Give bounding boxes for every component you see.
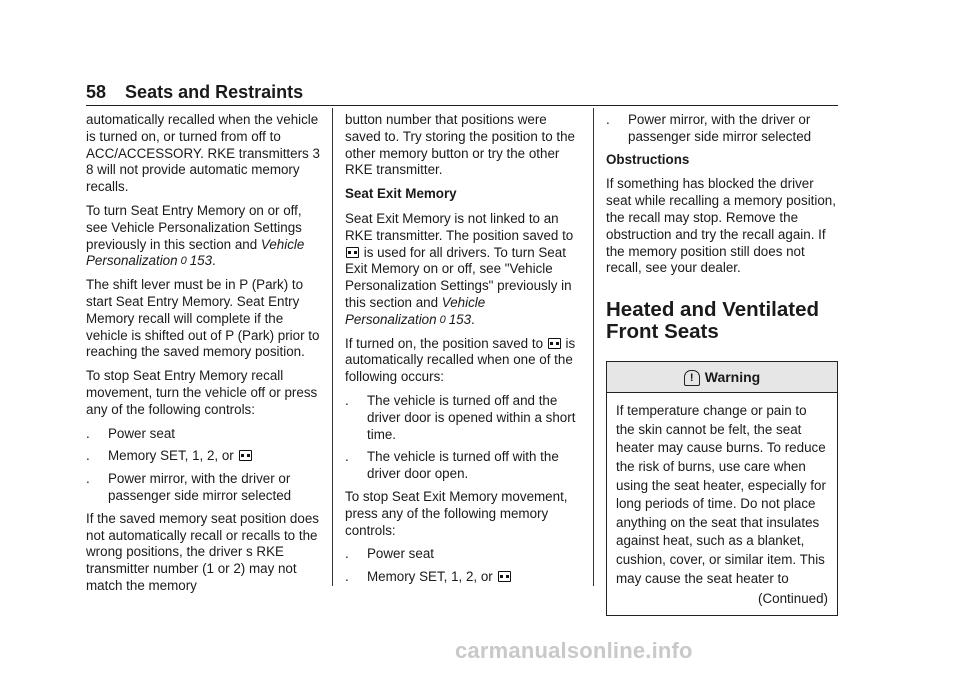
paragraph: automatically recalled when the vehicle is turned on, or turned from off to ACC/ACCESSORY. RKE transmitters 3 8 will not provide automatic memory recalls. xyxy=(86,112,320,195)
warning-body xyxy=(607,393,837,615)
list-item-text: The vehicle is turned off and the driver door is opened within a short time. xyxy=(367,392,576,442)
bullet-icon: . xyxy=(345,546,349,562)
page-arrow-icon: 0 xyxy=(439,313,446,326)
paragraph xyxy=(345,211,583,329)
bullet-icon: . xyxy=(86,471,90,487)
reference-page: 153 xyxy=(448,311,472,327)
paragraph xyxy=(345,336,583,386)
column-3 xyxy=(606,112,838,616)
paragraph: If something has blocked the driver seat while recalling a memory position, the recall may stop. Remove the obstruction and try the recall again. If the memory position still does not recall, see your dealer. xyxy=(606,176,836,276)
text-run: If turned on, the position saved to xyxy=(345,335,547,351)
list-item-text: Power seat xyxy=(367,546,434,562)
bullet-icon: . xyxy=(345,569,349,585)
list-item xyxy=(86,448,322,465)
warning-header xyxy=(607,362,837,393)
section-title: Seats and Restraints xyxy=(125,82,304,102)
driver-memory-button-icon xyxy=(239,450,252,461)
list-item xyxy=(606,112,838,146)
bullet-icon: . xyxy=(86,425,90,441)
list-item-text: Memory SET, 1, 2, or xyxy=(367,569,493,585)
bullet-icon: . xyxy=(345,392,349,408)
reference-title: Vehicle Personalization xyxy=(86,236,305,269)
list-item xyxy=(345,393,583,443)
paragraph: To stop Seat Entry Memory recall movement, turn the vehicle off or press any of the following controls: xyxy=(86,368,318,417)
list-item-text: Power mirror, with the driver or passenger side mirror selected xyxy=(108,471,292,503)
paragraph: To stop Seat Exit Memory movement, press any of the following memory controls: xyxy=(345,488,568,538)
warning-box xyxy=(606,361,838,616)
section-heading xyxy=(606,299,838,343)
text-run: . xyxy=(212,253,216,269)
list-item xyxy=(86,471,322,505)
column-1 xyxy=(86,112,322,602)
driver-memory-button-icon xyxy=(548,338,561,349)
warning-icon: ! xyxy=(684,370,700,386)
subheading: Seat Exit Memory xyxy=(345,186,457,202)
paragraph: button number that positions were saved to. Try storing the position to the other memory button or try the other RKE transmitter. xyxy=(345,112,576,178)
column-divider xyxy=(332,108,333,586)
list-item-text: Power mirror, with the driver or passenger side mirror selected xyxy=(628,112,812,144)
page-header xyxy=(86,81,838,106)
heading-line: Front Seats xyxy=(606,320,719,344)
paragraph: If the saved memory seat position does not automatically recall or recalls to the wrong positions, the driver s RKE transmitter number (1 or 2) may not match the memory xyxy=(86,510,319,593)
paragraph: The shift lever must be in P (Park) to start Seat Entry Memory. Seat Entry Memory recall will complete if the vehicle is shifted out of P (Park) prior to reaching the saved memory position. xyxy=(86,277,320,360)
page-arrow-icon: 0 xyxy=(180,255,187,268)
text-run: To turn Seat Entry Memory on or off, see Vehicle Personalization Settings previously in this section and xyxy=(86,202,302,252)
continued-label: (Continued) xyxy=(758,591,828,607)
warning-title: Warning xyxy=(704,369,761,386)
bullet-icon: . xyxy=(606,112,610,127)
text-run: is automatically recalled when one of the following occurs: xyxy=(345,335,576,385)
list-item-text: Memory SET, 1, 2, or xyxy=(108,448,234,464)
list-item-text: Power seat xyxy=(108,425,175,441)
watermark: carmanualsonline.info xyxy=(455,638,693,663)
bullet-icon: . xyxy=(345,449,349,465)
text-run: . xyxy=(471,311,475,327)
bullet-icon: . xyxy=(86,448,90,464)
subheading: Obstructions xyxy=(606,151,690,167)
list-item xyxy=(345,546,583,563)
text-run: Seat Exit Memory is not linked to an RKE transmitter. The position saved to xyxy=(345,210,574,243)
warning-text: If temperature change or pain to the skin cannot be felt, the seat heater may cause burns. To reduce the risk of burns, use care when using the seat heater, especially for long periods of time. Do not place anything on the seat that insulates against heat, such as a blanket, cushion, cover, or similar item. This may cause the seat heater to xyxy=(616,403,826,586)
driver-memory-button-icon xyxy=(498,571,511,582)
text-run: is used for all drivers. To turn Seat Exit Memory on or off, see "Vehicle Personalization Settings" previously in this section and xyxy=(345,244,572,310)
driver-memory-button-icon xyxy=(346,247,359,258)
column-2 xyxy=(345,112,583,592)
list-item xyxy=(86,426,322,443)
column-divider xyxy=(593,108,594,586)
page-number: 58 xyxy=(86,82,107,102)
reference-title: Vehicle Personalization xyxy=(345,294,486,327)
reference-page: 153 xyxy=(189,253,213,269)
paragraph xyxy=(86,203,322,270)
list-item xyxy=(345,569,583,586)
list-item-text: The vehicle is turned off with the driver door open. xyxy=(367,449,559,482)
list-item xyxy=(345,449,583,483)
heading-line: Heated and Ventilated xyxy=(606,298,820,322)
